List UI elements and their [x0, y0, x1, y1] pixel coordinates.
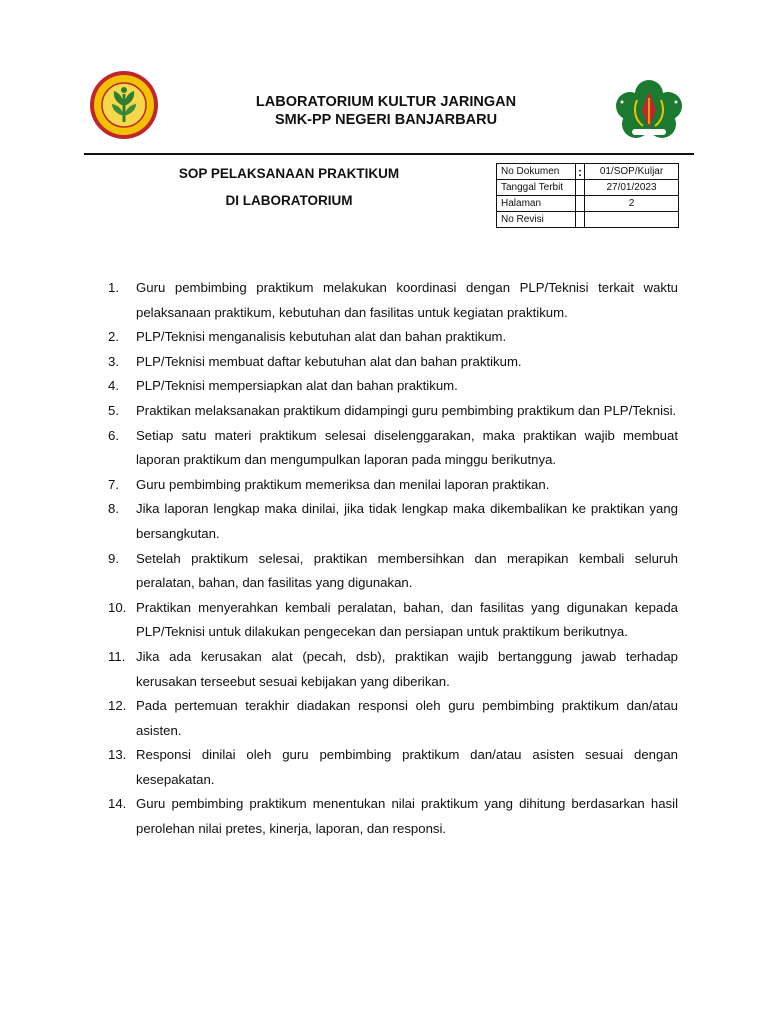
docinfo-separator: [576, 212, 585, 228]
docinfo-value: [585, 212, 679, 228]
list-item: [108, 374, 678, 399]
docinfo-row: [497, 196, 679, 212]
step-number: 14.: [108, 796, 127, 812]
list-item: [108, 645, 678, 694]
step-number: 8.: [108, 501, 119, 517]
docinfo-label: Halaman: [497, 196, 576, 212]
step-number: 5.: [108, 402, 119, 418]
document-info-table: [496, 163, 679, 228]
step-number: 12.: [108, 698, 127, 714]
docinfo-row: [497, 164, 679, 180]
list-item: [108, 424, 678, 473]
docinfo-value: 27/01/2023: [585, 180, 679, 196]
ministry-logo: [610, 80, 688, 142]
docinfo-separator: [576, 196, 585, 212]
step-number: 3.: [108, 353, 119, 369]
list-item: [108, 350, 678, 375]
step-number: 9.: [108, 550, 119, 566]
step-text: Pada pertemuan terakhir diadakan responsi oleh guru pembimbing praktikum dan/atau asisten.: [136, 698, 678, 738]
list-item: [108, 276, 678, 325]
step-text: PLP/Teknisi membuat daftar kebutuhan alat dan bahan praktikum.: [136, 353, 522, 369]
step-number: 6.: [108, 427, 119, 443]
step-number: 4.: [108, 378, 119, 394]
list-item: [108, 792, 678, 841]
yellow-round-emblem-icon: [89, 70, 159, 140]
docinfo-separator: [576, 180, 585, 196]
school-logo: [89, 70, 159, 140]
docinfo-label: Tanggal Terbit: [497, 180, 576, 196]
docinfo-row: [497, 180, 679, 196]
step-number: 11.: [108, 648, 126, 664]
list-item: [108, 399, 678, 424]
docinfo-value: 2: [585, 196, 679, 212]
sop-title: SOP PELAKSANAAN PRAKTIKUM: [178, 166, 400, 181]
step-text: PLP/Teknisi mempersiapkan alat dan bahan praktikum.: [136, 378, 458, 394]
step-text: Guru pembimbing praktikum melakukan koordinasi dengan PLP/Teknisi terkait waktu pelaksanaan praktikum, kebutuhan dan fasilitas untuk kegiatan praktikum.: [136, 280, 678, 320]
school-name: SMK-PP NEGERI BANJARBARU: [274, 112, 498, 128]
list-item: [108, 694, 678, 743]
step-text: Setiap satu materi praktikum selesai diselenggarakan, maka praktikan wajib membuat laporan praktikum dan mengumpulkan laporan pada minggu berikutnya.: [136, 427, 678, 468]
docinfo-separator: :: [576, 164, 585, 180]
header-divider: [84, 153, 694, 155]
docinfo-value: 01/SOP/Kuljar: [585, 164, 679, 180]
step-text: PLP/Teknisi menganalisis kebutuhan alat dan bahan praktikum.: [136, 329, 507, 345]
step-text: Praktikan melaksanakan praktikum didampingi guru pembimbing praktikum dan PLP/Teknisi.: [136, 402, 677, 418]
list-item: [108, 743, 678, 792]
step-number: 1.: [108, 280, 119, 295]
step-text: Praktikan menyerahkan kembali peralatan, bahan, dan fasilitas yang digunakan kepada PLP/Teknisi untuk dilakukan pengecekan dan persiapan untuk praktikum berikutnya.: [136, 599, 678, 640]
lab-name: LABORATORIUM KULTUR JARINGAN: [255, 94, 517, 110]
step-text: Jika ada kerusakan alat (pecah, dsb), praktikan wajib bertanggung jawab terhadap kerusakan terseebut sesuai kebijakan yang diberikan.: [136, 648, 678, 689]
docinfo-label: No Revisi: [497, 212, 576, 228]
step-number: 10.: [108, 599, 127, 615]
step-text: Setelah praktikum selesai, praktikan membersihkan dan merapikan kembali seluruh peralatan, bahan, dan fasilitas yang digunakan.: [136, 550, 678, 591]
step-text: Guru pembimbing praktikum menentukan nilai praktikum yang dihitung berdasarkan hasil perolehan nilai pretes, kinerja, laporan, dan responsi.: [136, 796, 678, 837]
list-item: [108, 497, 678, 546]
lab-header: [160, 93, 612, 129]
step-text: Jika laporan lengkap maka dinilai, jika tidak lengkap maka dikembalikan ke praktikan yang bersangkutan.: [136, 501, 678, 541]
list-item: [108, 596, 678, 645]
step-text: Responsi dinilai oleh guru pembimbing praktikum dan/atau asisten sesuai dengan kesepakatan.: [136, 747, 678, 787]
step-number: 13.: [108, 747, 127, 763]
list-item: [108, 325, 678, 350]
list-item: [108, 547, 678, 596]
list-item: [108, 473, 678, 498]
step-number: 2.: [108, 329, 119, 345]
step-text: Guru pembimbing praktikum memeriksa dan menilai laporan praktikan.: [136, 476, 550, 492]
sop-subtitle: DI LABORATORIUM: [225, 193, 353, 208]
green-flower-emblem-icon: [610, 80, 688, 142]
docinfo-row: [497, 212, 679, 228]
step-number: 7.: [108, 476, 119, 492]
procedure-steps: [108, 276, 678, 842]
docinfo-label: No Dokumen: [497, 164, 576, 180]
